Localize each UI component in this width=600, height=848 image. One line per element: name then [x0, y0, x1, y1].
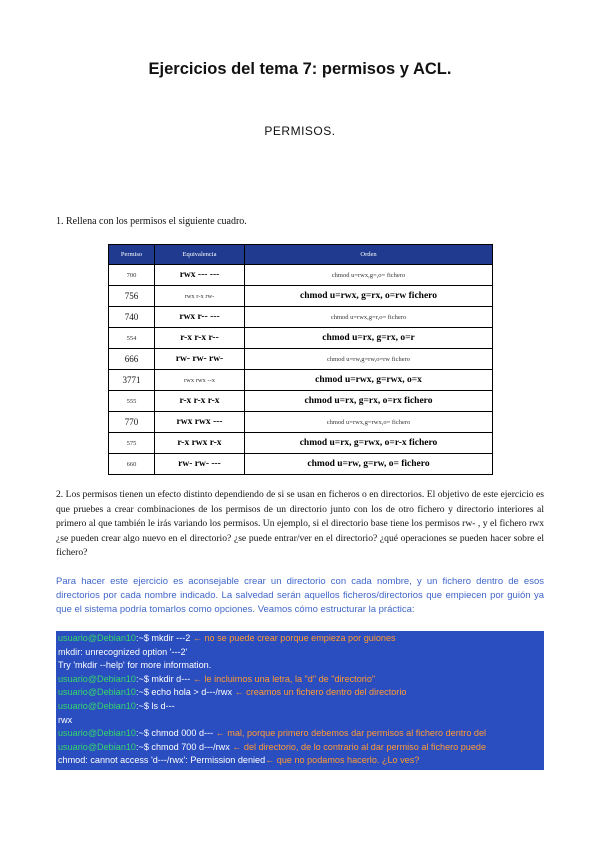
terminal-text: :~$ chmod 700 d---/rwx: [136, 741, 233, 752]
terminal-comment: ← no se puede crear porque empieza por guiones: [192, 633, 396, 643]
cell-equivalencia: rwx r-x rw-: [155, 286, 245, 307]
cell-permiso: 554: [109, 328, 155, 349]
page-title: Ejercicios del tema 7: permisos y ACL.: [148, 60, 452, 78]
table-row: [109, 433, 493, 454]
terminal-prompt: usuario@Debian10: [58, 673, 136, 684]
cell-permiso: 756: [109, 286, 155, 307]
table-row: [109, 412, 493, 433]
cell-equivalencia: rwx rwx ---: [155, 412, 245, 433]
terminal-prompt: usuario@Debian10: [58, 728, 136, 739]
terminal-comment: ← que no podamos hacerlo. ¿Lo ves?: [265, 755, 420, 766]
terminal-line: [58, 727, 544, 741]
table-row: [109, 391, 493, 412]
terminal-text: :~$ mkdir ---2: [136, 633, 193, 643]
terminal-prompt: usuario@Debian10: [58, 687, 136, 698]
terminal-line: [58, 686, 544, 700]
cell-equivalencia: r-x r-x r--: [155, 328, 245, 349]
terminal-comment: ← le incluimos una letra, la "d" de "directorio": [192, 673, 376, 684]
cell-orden: chmod u=rx, g=rwx, o=r-x fichero: [245, 433, 493, 454]
table-row: [109, 454, 493, 475]
cell-permiso: 575: [109, 433, 155, 454]
terminal-text: :~$ chmod 000 d---: [136, 728, 216, 739]
terminal-line: [58, 700, 544, 714]
terminal-line: [58, 714, 544, 728]
terminal-line: [58, 741, 544, 755]
cell-permiso: 770: [109, 412, 155, 433]
permissions-table: [108, 244, 493, 475]
terminal-prompt: usuario@Debian10: [58, 700, 136, 711]
cell-orden: chmod u=rwx,g=rwx,o= fichero: [245, 412, 493, 433]
terminal-text: :~$ mkdir d---: [136, 673, 193, 684]
header-permiso: Permiso: [109, 245, 155, 265]
terminal-text: mkdir: unrecognized option '---2': [58, 646, 188, 657]
terminal-prompt: usuario@Debian10: [58, 633, 136, 643]
cell-equivalencia: r-x rwx r-x: [155, 433, 245, 454]
table-row: [109, 307, 493, 328]
section-heading: PERMISOS.: [264, 124, 336, 138]
table-row: [109, 286, 493, 307]
terminal-block: [56, 631, 544, 770]
cell-orden: chmod u=rwx, g=rx, o=rw fichero: [245, 286, 493, 307]
question-1: 1. Rellena con los permisos el siguiente cuadro.: [56, 216, 247, 227]
cell-permiso: 700: [109, 265, 155, 286]
terminal-text: :~$ ls d---: [136, 700, 175, 711]
cell-orden: chmod u=rw,g=rw,o=rw fichero: [245, 349, 493, 370]
cell-permiso: 740: [109, 307, 155, 328]
terminal-line: [58, 754, 544, 768]
terminal-text: chmod: cannot access 'd---/rwx': Permission denied: [58, 755, 266, 766]
cell-orden: chmod u=rx, g=rx, o=r: [245, 328, 493, 349]
terminal-comment: ← creamos un fichero dentro del directorio: [234, 687, 407, 698]
instruction-note: Para hacer este ejercicio es aconsejable crear un directorio con cada nombre, y un fichero dentro de esos directorios por cada nombre indicado. La salvedad serán aquellos ficheros/directorios que empiecen por guión ya que el sistema podría tomarlos como opciones. Veamos cómo estructurar la práctica:: [56, 576, 544, 615]
header-orden: Orden: [245, 245, 493, 265]
terminal-line: [58, 646, 544, 660]
terminal-line: [58, 659, 544, 673]
cell-orden: chmod u=rwx, g=rwx, o=x: [245, 370, 493, 391]
table-row: [109, 349, 493, 370]
cell-permiso: 555: [109, 391, 155, 412]
terminal-text: Try 'mkdir --help' for more information.: [58, 660, 212, 671]
terminal-text: rwx: [58, 714, 73, 725]
cell-equivalencia: r-x r-x r-x: [155, 391, 245, 412]
cell-permiso: 666: [109, 349, 155, 370]
table-header-row: [109, 245, 493, 265]
header-equivalencia: Equivalencia: [155, 245, 245, 265]
terminal-line: [58, 632, 544, 646]
cell-orden: chmod u=rw, g=rw, o= fichero: [245, 454, 493, 475]
terminal-comment: ← mal, porque primero debemos dar permisos al fichero dentro del: [215, 728, 487, 739]
cell-orden: chmod u=rwx,g=r,o= fichero: [245, 307, 493, 328]
cell-permiso: 660: [109, 454, 155, 475]
cell-orden: chmod u=rwx,g=,o= fichero: [245, 265, 493, 286]
cell-orden: chmod u=rx, g=rx, o=rx fichero: [245, 391, 493, 412]
terminal-text: :~$ echo hola > d---/rwx: [136, 687, 235, 698]
table-row: [109, 328, 493, 349]
table-row: [109, 265, 493, 286]
cell-equivalencia: rwx rwx --x: [155, 370, 245, 391]
cell-equivalencia: rw- rw- rw-: [155, 349, 245, 370]
cell-equivalencia: rwx --- ---: [155, 265, 245, 286]
terminal-line: [58, 673, 544, 687]
terminal-comment: ← del directorio, de lo contrario al dar permiso al fichero puede: [232, 741, 487, 752]
cell-equivalencia: rwx r-- ---: [155, 307, 245, 328]
cell-permiso: 3771: [109, 370, 155, 391]
terminal-prompt: usuario@Debian10: [58, 741, 136, 752]
table-row: [109, 370, 493, 391]
cell-equivalencia: rw- rw- ---: [155, 454, 245, 475]
question-2: 2. Los permisos tienen un efecto distinto dependiendo de si se usan en ficheros o en directorios. El objetivo de este ejercicio es que pruebes a crear combinaciones de los permisos de un directorio junto con los de otro fichero y directorio interiores al primero al que también le irás variando los permisos. Un ejemplo, si el directorio base tiene los permisos rw- , y el fichero rwx ¿se pueden crear algo nuevo en el directorio? ¿se puede entrar/ver en el directorio? ¿qué operaciones se pueden hacer sobre el fichero?: [56, 489, 544, 558]
table-body: [109, 265, 493, 475]
